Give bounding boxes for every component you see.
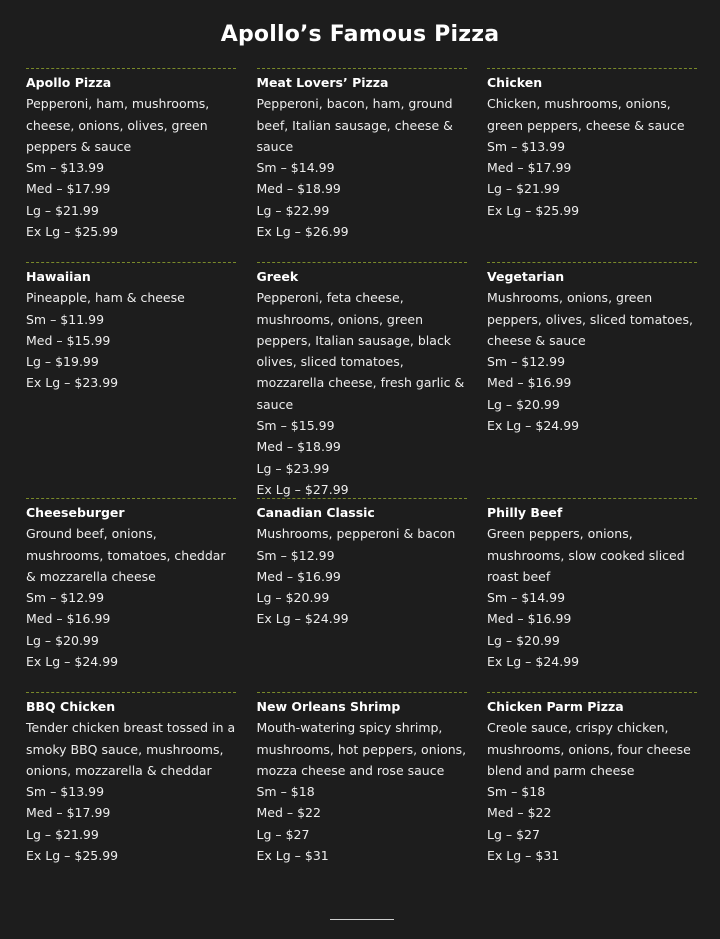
price-extra-large: Ex Lg – $31 (256, 848, 329, 864)
price-list (257, 781, 467, 866)
price-medium: Med – $22 (487, 805, 552, 821)
item-description: Pineapple, ham & cheese (26, 290, 185, 306)
price-small: Sm – $12.99 (487, 354, 566, 370)
price-medium: Med – $18.99 (256, 181, 341, 197)
item-name: Meat Lovers’ Pizza (256, 75, 389, 90)
item-name: BBQ Chicken (26, 699, 116, 714)
price-large: Lg – $19.99 (26, 354, 99, 370)
price-small: Sm – $13.99 (26, 160, 105, 176)
menu-item-chicken-parm-pizza (487, 692, 697, 886)
price-small: Sm – $14.99 (256, 160, 335, 176)
price-extra-large: Ex Lg – $25.99 (26, 224, 119, 240)
footer-divider (330, 919, 394, 920)
price-small: Sm – $11.99 (26, 311, 105, 327)
menu-item-chicken (487, 68, 697, 262)
price-list (487, 136, 697, 221)
price-list (26, 309, 236, 394)
item-description: Tender chicken breast tossed in a smoky BBQ sauce, mushrooms, onions, mozzarella & cheddar (26, 720, 236, 778)
menu-item-canadian-classic (257, 498, 467, 692)
menu-item-philly-beef (487, 498, 697, 692)
price-small: Sm – $13.99 (26, 784, 105, 800)
price-medium: Med – $22 (256, 805, 321, 821)
menu-item-cheeseburger (26, 498, 236, 692)
item-description: Ground beef, onions, mushrooms, tomatoes, cheddar & mozzarella cheese (26, 526, 226, 584)
price-list (26, 587, 236, 672)
price-extra-large: Ex Lg – $24.99 (487, 418, 580, 434)
price-extra-large: Ex Lg – $24.99 (487, 654, 580, 670)
price-extra-large: Ex Lg – $25.99 (26, 848, 119, 864)
price-list (257, 415, 467, 500)
page-title: Apollo’s Famous Pizza (220, 22, 500, 47)
price-medium: Med – $15.99 (26, 332, 111, 348)
item-description: Pepperoni, feta cheese, mushrooms, onions, green peppers, Italian sausage, black olives, sliced tomatoes, mozzarella cheese, fresh garlic & sauce (256, 290, 465, 412)
price-small: Sm – $13.99 (487, 138, 566, 154)
price-small: Sm – $15.99 (256, 418, 335, 434)
price-medium: Med – $16.99 (256, 568, 341, 584)
item-description: Mushrooms, onions, green peppers, olives, sliced tomatoes, cheese & sauce (487, 290, 693, 348)
price-large: Lg – $21.99 (26, 202, 99, 218)
price-list (487, 351, 697, 436)
price-extra-large: Ex Lg – $26.99 (256, 224, 349, 240)
price-medium: Med – $18.99 (256, 439, 341, 455)
price-large: Lg – $27 (487, 826, 540, 842)
item-description: Chicken, mushrooms, onions, green peppers, cheese & sauce (487, 96, 685, 133)
item-name: Canadian Classic (256, 505, 375, 520)
menu-item-vegetarian (487, 262, 697, 498)
item-description: Green peppers, onions, mushrooms, slow cooked sliced roast beef (487, 526, 685, 584)
price-medium: Med – $17.99 (26, 805, 111, 821)
price-list (26, 157, 236, 242)
price-large: Lg – $20.99 (26, 632, 99, 648)
item-name: Vegetarian (487, 269, 565, 284)
price-large: Lg – $21.99 (26, 826, 99, 842)
price-small: Sm – $18 (256, 784, 315, 800)
item-name: Philly Beef (487, 505, 563, 520)
price-medium: Med – $16.99 (487, 611, 572, 627)
price-large: Lg – $22.99 (256, 202, 330, 218)
price-list (257, 545, 467, 630)
price-extra-large: Ex Lg – $25.99 (487, 202, 580, 218)
item-name: Chicken Parm Pizza (487, 699, 624, 714)
item-description: Pepperoni, bacon, ham, ground beef, Italian sausage, cheese & sauce (256, 96, 453, 154)
price-large: Lg – $20.99 (487, 632, 560, 648)
price-large: Lg – $20.99 (256, 590, 330, 606)
item-description: Mouth-watering spicy shrimp, mushrooms, hot peppers, onions, mozza cheese and rose sauce (256, 720, 467, 778)
item-name: Apollo Pizza (26, 75, 112, 90)
price-medium: Med – $16.99 (487, 375, 572, 391)
menu-item-new-orleans-shrimp (257, 692, 467, 886)
price-medium: Med – $17.99 (26, 181, 111, 197)
item-name: Greek (256, 269, 299, 284)
menu-item-bbq-chicken (26, 692, 236, 886)
item-name: Hawaiian (26, 269, 91, 284)
item-name: New Orleans Shrimp (256, 699, 401, 714)
menu-item-meat-lovers-pizza (257, 68, 467, 262)
item-description: Creole sauce, crispy chicken, mushrooms, onions, four cheese blend and parm cheese (487, 720, 691, 778)
item-description: Pepperoni, ham, mushrooms, cheese, onions, olives, green peppers & sauce (26, 96, 210, 154)
menu-grid (26, 68, 697, 886)
price-large: Lg – $27 (256, 826, 310, 842)
price-extra-large: Ex Lg – $23.99 (26, 375, 119, 391)
menu-item-apollo-pizza (26, 68, 236, 262)
item-name: Chicken (487, 75, 543, 90)
price-small: Sm – $12.99 (256, 547, 335, 563)
price-list (257, 157, 467, 242)
price-extra-large: Ex Lg – $31 (487, 848, 560, 864)
price-list (26, 781, 236, 866)
price-small: Sm – $12.99 (26, 590, 105, 606)
price-medium: Med – $16.99 (26, 611, 111, 627)
price-small: Sm – $18 (487, 784, 546, 800)
price-extra-large: Ex Lg – $24.99 (26, 654, 119, 670)
price-small: Sm – $14.99 (487, 590, 566, 606)
price-list (487, 587, 697, 672)
price-large: Lg – $23.99 (256, 460, 330, 476)
menu-item-hawaiian (26, 262, 236, 498)
price-medium: Med – $17.99 (487, 160, 572, 176)
menu-item-greek (257, 262, 467, 498)
price-extra-large: Ex Lg – $27.99 (256, 481, 349, 497)
price-extra-large: Ex Lg – $24.99 (256, 611, 349, 627)
item-description: Mushrooms, pepperoni & bacon (256, 526, 456, 542)
price-large: Lg – $21.99 (487, 181, 560, 197)
price-list (487, 781, 697, 866)
price-large: Lg – $20.99 (487, 396, 560, 412)
item-name: Cheeseburger (26, 505, 125, 520)
